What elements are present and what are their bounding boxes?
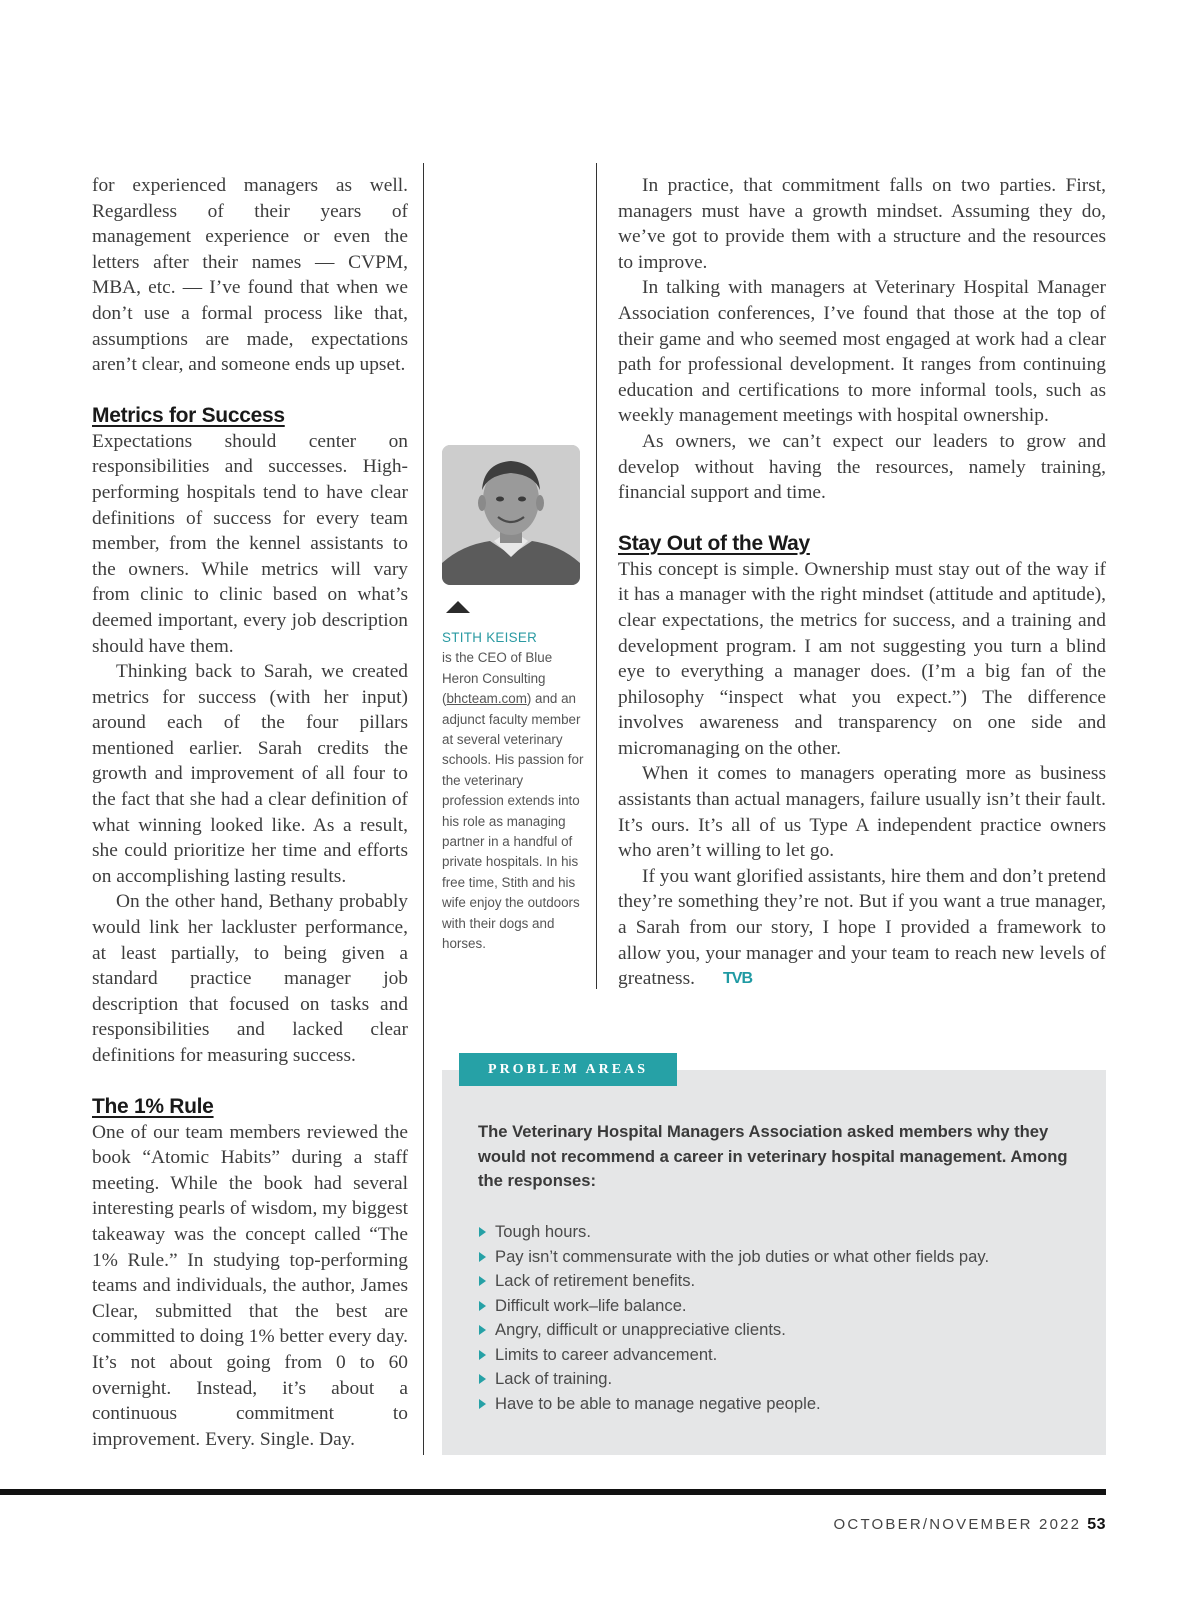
column-divider-left (423, 163, 424, 1455)
sidebar-list-item-text: Have to be able to manage negative people. (495, 1393, 821, 1413)
sidebar-list-item-text: Angry, difficult or unappreciative clients. (495, 1320, 786, 1339)
triangle-bullet-icon (479, 1374, 486, 1384)
photo-caption-pointer-icon (446, 601, 470, 613)
heading-one-percent-rule: The 1% Rule (92, 1094, 214, 1118)
triangle-bullet-icon (479, 1252, 486, 1262)
metrics-paragraph-2: Thinking back to Sarah, we created metrics for success (with her input) around each of the four pillars mentioned earlier. Sarah credits the growth and improvement of all four to the fact that she had a clear definition of what winning looked like. As a result, she could prioritize her time and efforts on accomplishing lasting results. (92, 661, 408, 887)
sidebar-list (478, 1220, 1088, 1416)
sidebar-list-item (478, 1220, 1088, 1245)
heading-metrics-for-success: Metrics for Success (92, 403, 285, 427)
triangle-bullet-icon (479, 1399, 486, 1409)
tvb-end-logo: TVB (723, 970, 752, 988)
sidebar-list-item (478, 1294, 1088, 1319)
sidebar-list-item-text: Lack of training. (495, 1369, 613, 1388)
right-column (618, 173, 1106, 992)
sidebar-list-item-text: Lack of retirement benefits. (495, 1271, 696, 1290)
right-paragraph-2: In talking with managers at Veterinary Hospital Manager Association conferences, I’ve found that those at the top of their game and who seemed most engaged at work had a clear path for professional development. It ranges from continuing education and certifications to more informal tools, such as weekly management meetings with hospital ownership. (618, 277, 1106, 427)
sidebar-list-item (478, 1392, 1088, 1417)
column-divider-middle (596, 163, 597, 989)
sidebar-list-item-text: Limits to career advancement. (495, 1344, 718, 1364)
triangle-bullet-icon (479, 1276, 486, 1286)
sidebar-list-item (478, 1245, 1088, 1270)
sidebar-list-item (478, 1343, 1088, 1368)
right-paragraph-3: As owners, we can’t expect our leaders to grow and develop without having the resources, namely training, financial support and time. (618, 430, 1106, 504)
stay-out-paragraph-1: This concept is simple. Ownership must stay out of the way if it has a manager with the right mindset (attitude and aptitude), clear expectations, the metrics for success, and a training and development program. I am not suggesting you turn a blind eye to everything a manager does. (I’m a big fan of the philosophy “inspect what you expect.”) The difference involves awareness and transparency on one side and micromanaging on the other. (618, 558, 1106, 759)
footer-rule (0, 1489, 1106, 1495)
bio-text-end: ) and an adjunct faculty member at several veterinary schools. His passion for the veterinary profession extends into his role as managing partner in a handful of private hospitals. In his free time, Stith and his wife enjoy the outdoors with their dogs and horses. (442, 691, 584, 952)
sidebar-intro: The Veterinary Hospital Managers Association asked members why they would not recommend a career in veterinary hospital management. Among the responses: (478, 1122, 1068, 1190)
triangle-bullet-icon (479, 1325, 486, 1335)
sidebar-list-item-text: Tough hours. (495, 1222, 591, 1241)
page-number: 53 (1087, 1516, 1106, 1533)
stay-out-paragraph-2: When it comes to managers operating more as business assistants than actual managers, failure usually isn’t their fault. It’s ours. It’s all of us Type A independent practice owners who aren’t willing to let go. (618, 763, 1106, 862)
bio-website-link[interactable]: bhcteam.com (446, 691, 527, 707)
left-column (92, 173, 408, 1452)
author-bio (442, 628, 588, 955)
author-name: STITH KEISER (442, 630, 538, 645)
sidebar-list-item-text: Difficult work–life balance. (495, 1295, 687, 1315)
metrics-paragraph-1: Expectations should center on responsibilities and successes. High-performing hospitals tend to have clear definitions of success for every team member, from the kennel assistants to the owners. While metrics will vary from clinic to clinic based on what’s deemed important, every job description should have them. (92, 430, 408, 657)
sidebar-list-item (478, 1318, 1088, 1343)
author-portrait-illustration (442, 445, 580, 585)
intro-paragraph: for experienced managers as well. Regardless of their years of management experience or even the letters after their names — CVPM, MBA, etc. — I’ve found that when we don’t use a formal process like that, assumptions are made, expectations aren’t clear, and someone ends up upset. (92, 175, 408, 376)
closing-text: If you want glorified assistants, hire them and don’t pretend they’re something they’re not. But if you want a true manager, a Sarah from our story, I hope I provided a framework to allow you, your manager and your team to reach new levels of greatness. (618, 865, 1106, 990)
right-paragraph-1: In practice, that commitment falls on two parties. First, managers must have a growth mindset. Assuming they do, we’ve got to provide them with a structure and the resources to improve. (618, 175, 1106, 273)
sidebar-list-item (478, 1367, 1088, 1392)
sidebar-list-item (478, 1269, 1088, 1294)
stay-out-paragraph-3 (618, 864, 1106, 992)
one-percent-paragraph: One of our team members reviewed the book “Atomic Habits” during a staff meeting. While the book had several interesting pearls of wisdom, my biggest takeaway was the concept called “The 1% Rule.” In studying top-performing teams and individuals, the author, James Clear, submitted that the best are committed to doing 1% better every day. It’s not about going from 0 to 60 overnight. Instead, it’s about a continuous commitment to improvement. Every. Single. Day. (92, 1121, 408, 1450)
sidebar-list-item-text: Pay isn’t commensurate with the job duties or what other fields pay. (495, 1246, 990, 1266)
triangle-bullet-icon (479, 1350, 486, 1360)
heading-stay-out-of-the-way: Stay Out of the Way (618, 531, 810, 555)
triangle-bullet-icon (479, 1227, 486, 1237)
triangle-bullet-icon (479, 1301, 486, 1311)
issue-date: OCTOBER/NOVEMBER 2022 (833, 1516, 1082, 1533)
author-photo (442, 445, 580, 585)
sidebar-tag: PROBLEM AREAS (459, 1053, 677, 1086)
folio (834, 1516, 1106, 1534)
metrics-paragraph-3: On the other hand, Bethany probably would link her lackluster performance, at least partially, to being given a standard practice manager job description that focused on tasks and responsibilities and lacked clear definitions for measuring success. (92, 891, 408, 1066)
bio-text-start: is the CEO of Blue Heron Consulting ( (442, 650, 553, 707)
